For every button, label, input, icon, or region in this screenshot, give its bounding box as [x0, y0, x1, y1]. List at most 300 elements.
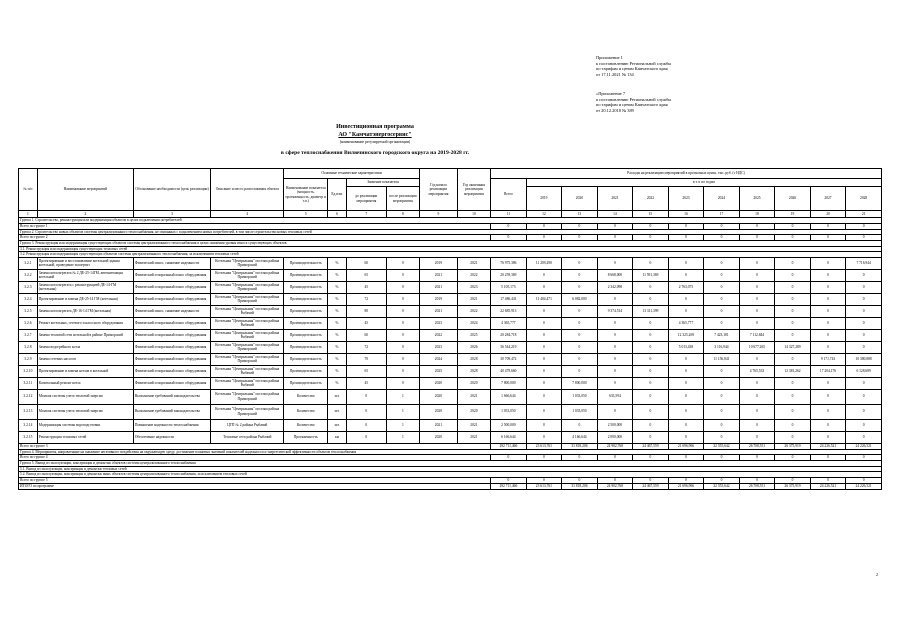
value-before: 45	[346, 281, 386, 293]
cost-year: 0	[810, 431, 846, 443]
total-value: 26 375,919	[775, 483, 811, 489]
total-value: 26 708,551	[739, 443, 775, 449]
cost-year: 0	[704, 257, 740, 269]
tech-indicator: Производительность	[284, 353, 328, 365]
col-number: 21	[846, 211, 882, 218]
row-number: 3.2.4	[19, 293, 38, 305]
year-header: 2025	[739, 187, 775, 211]
total-value: 22 555,642	[704, 483, 740, 489]
total-value: 0	[810, 477, 846, 483]
col-number: 11	[491, 211, 527, 218]
table-row	[19, 281, 882, 293]
value-after: 0	[386, 281, 419, 293]
cost-year: 0	[704, 293, 740, 305]
year-start: 2025	[420, 365, 458, 377]
page-number: 2	[876, 572, 878, 577]
table-row	[19, 269, 882, 281]
table-row	[19, 293, 882, 305]
object-location: Котельная "Центральная" поселка района Приморский	[211, 389, 284, 404]
object-location: Тепловые сети района Рыбачий	[211, 431, 284, 443]
row-number: 3.2.13	[19, 404, 38, 419]
unit: %	[328, 353, 347, 365]
cost-year: 0	[526, 317, 562, 329]
cost-year: 0	[562, 329, 598, 341]
cost-year: 7 800,000	[562, 377, 598, 389]
cost-year: 0	[597, 353, 633, 365]
cost-year: 0	[633, 404, 669, 419]
cost-year: 0	[846, 404, 882, 419]
year-end: 2022	[457, 269, 490, 281]
cost-year: 0	[775, 269, 811, 281]
cost-year: 0	[526, 419, 562, 431]
cost-year: 0	[810, 305, 846, 317]
total-value: 0	[810, 235, 846, 241]
measure-justification: Физический и моральный износ оборудования	[133, 269, 210, 281]
total-value: 0	[633, 223, 669, 229]
cost-year: 0	[704, 269, 740, 281]
cost-year: 0	[668, 269, 704, 281]
measure-name: Монтаж системы учета тепловой энергии	[37, 389, 133, 404]
cost-year: 0	[562, 419, 598, 431]
cost-year: 0	[846, 377, 882, 389]
col-number: 12	[526, 211, 562, 218]
total-value: 0	[562, 223, 598, 229]
col-number: 13	[562, 211, 598, 218]
row-number: 3.2.3	[19, 281, 38, 293]
tech-indicator: Производительность	[284, 269, 328, 281]
year-start: 2021	[420, 281, 458, 293]
group-5-2-row-label: 5.2. Вывод из эксплуатации, консервация и демонтаж иных объектов системы централизованного теплоснабжения, за исключением тепловых сетей	[19, 472, 882, 478]
value-before: 80	[346, 305, 386, 317]
col-year-start-header: Год начала реализации мероприятия	[420, 169, 458, 211]
cost-year: 0	[633, 389, 669, 404]
cost-year: 2 500,000	[597, 419, 633, 431]
measure-name: Проектирование и замена ДЕ-25-14 ГМ (котельная)	[37, 293, 133, 305]
total-value: 0	[633, 477, 669, 483]
total-value: 0	[597, 477, 633, 483]
cost-year: 3 116,944	[704, 341, 740, 353]
value-after: 0	[386, 329, 419, 341]
table-row	[19, 317, 882, 329]
cost-total: 20 284,718	[491, 329, 527, 341]
object-location: Котельная "Центральная" поселка района Рыбачий	[211, 329, 284, 341]
total-value: 23 613,761	[526, 443, 562, 449]
cost-year: 2 763,075	[668, 281, 704, 293]
unit: %	[328, 317, 347, 329]
cost-year: 4 365,777	[668, 317, 704, 329]
total-value: 24 902,768	[597, 483, 633, 489]
row-number: 3.2.14	[19, 419, 38, 431]
cost-year: 0	[704, 377, 740, 389]
object-location: Котельная "Центральная" поселка района Приморский	[211, 281, 284, 293]
cost-year: 0	[739, 317, 775, 329]
cost-year: 0	[633, 419, 669, 431]
cost-year: 0	[739, 431, 775, 443]
unit: шт.	[328, 389, 347, 404]
total-value: 0	[704, 235, 740, 241]
col-number: 17	[704, 211, 740, 218]
year-start: 2021	[420, 305, 458, 317]
unit: %	[328, 293, 347, 305]
total-value: 292 711,466	[491, 443, 527, 449]
measure-name: Замена сетевых насосов	[37, 353, 133, 365]
value-after: 0	[386, 353, 419, 365]
total-row	[19, 483, 882, 489]
cost-year: 0	[668, 305, 704, 317]
object-location: Котельная "Центральная" поселка района Рыбачий	[211, 305, 284, 317]
group-5-row-label: Группа 5. Вывод из эксплуатации, консервация и демонтаж объектов системы централизованного теплоснабжения	[19, 461, 882, 467]
cost-total: 1 666,644	[491, 389, 527, 404]
cost-year: 0	[526, 377, 562, 389]
total-value: 0	[775, 455, 811, 461]
measure-name: Замена водогрейного котла	[37, 341, 133, 353]
total-value: 0	[668, 223, 704, 229]
value-after: 0	[386, 317, 419, 329]
unit: шт.	[328, 419, 347, 431]
total-value: 0	[526, 455, 562, 461]
cost-year: 0	[526, 269, 562, 281]
appendix-1-note: Приложение 1 к постановлению Региональной службы по тарифам и ценам Камчатского края от 17.11.2021 № 134	[596, 55, 672, 77]
object-location: Котельная "Центральная" поселка района Приморский	[211, 293, 284, 305]
year-end: 2028	[457, 365, 490, 377]
cost-year: 7 423,181	[704, 329, 740, 341]
year-start: 2020	[420, 389, 458, 404]
year-header: 2022	[633, 187, 669, 211]
total-value: 31 818,206	[562, 483, 598, 489]
cost-year: 11 156,841	[704, 353, 740, 365]
total-value: 0	[739, 477, 775, 483]
table-row	[19, 377, 882, 389]
total-value: 0	[633, 235, 669, 241]
value-after: 0	[386, 293, 419, 305]
cost-year: 0	[775, 431, 811, 443]
cost-year: 0	[810, 329, 846, 341]
measure-name: Проектирование и замена котлов в котельной	[37, 365, 133, 377]
value-after: 0	[386, 341, 419, 353]
year-start: 2023	[420, 341, 458, 353]
year-end: 2026	[457, 341, 490, 353]
total-value: 0	[562, 477, 598, 483]
tech-indicator: Производительность	[284, 317, 328, 329]
group-3-2-row-label: 3.2. Реконструкция или модернизация существующих объектов системы централизованного теплоснабжения, за исключением тепловых сетей	[19, 252, 882, 258]
cost-year: 0	[633, 431, 669, 443]
cost-year: 0	[526, 305, 562, 317]
cost-year: 0	[633, 257, 669, 269]
cost-year: 0	[846, 293, 882, 305]
unit: %	[328, 377, 347, 389]
total-value: 24 467,559	[633, 483, 669, 489]
cost-year: 0	[597, 377, 633, 389]
total-value: 0	[633, 455, 669, 461]
cost-year: 0	[633, 293, 669, 305]
value-after: 0	[386, 377, 419, 389]
cost-year: 0	[810, 389, 846, 404]
cost-total: 1 033,050	[491, 404, 527, 419]
cost-year: 0	[810, 293, 846, 305]
cost-year: 11 591,369	[633, 269, 669, 281]
cost-year: 0	[562, 269, 598, 281]
cost-year: 0	[846, 341, 882, 353]
year-end: 2021	[457, 257, 490, 269]
value-before: 45	[346, 377, 386, 389]
col-number: 2	[37, 211, 133, 218]
cost-year: 0	[668, 293, 704, 305]
col-place-header: Описание и место расположения объекта	[211, 169, 284, 211]
year-end: 2022	[457, 305, 490, 317]
cost-year: 17 204,176	[810, 365, 846, 377]
cost-year: 2 000,000	[597, 431, 633, 443]
value-after: 1	[386, 431, 419, 443]
year-header: 2027	[810, 187, 846, 211]
tech-indicator: Производительность	[284, 365, 328, 377]
total-value: 23 613,761	[526, 483, 562, 489]
total-value: 0	[846, 235, 882, 241]
value-before: 60	[346, 257, 386, 269]
unit: %	[328, 329, 347, 341]
unit: шт.	[328, 404, 347, 419]
col-number: 9	[420, 211, 458, 218]
appendix-7-note: «Приложение 7 к постановлению Региональной службы по тарифам и ценам Камчатского края от 20.12.2018 № 389	[596, 91, 672, 113]
col-number: 4	[211, 211, 284, 218]
total-value: 0	[668, 477, 704, 483]
measure-name: Модернизация системы водоподготовки	[37, 419, 133, 431]
total-value: 0	[704, 455, 740, 461]
cost-year: 0	[597, 329, 633, 341]
document-title: Инвестиционная программа	[336, 124, 414, 130]
organization-note: (наименование регулируемой организации)	[339, 140, 411, 144]
cost-year: 1 033,050	[562, 389, 598, 404]
year-header: 2028	[846, 187, 882, 211]
value-before: 0	[346, 419, 386, 431]
object-location: ЦТП № 2 района Рыбачий	[211, 419, 284, 431]
col-cost-header: Расходы на реализацию мероприятий в прогнозных ценах, тыс. руб. (с НДС)	[491, 169, 882, 179]
cost-year: 0	[846, 419, 882, 431]
cost-year: 2 342,098	[597, 281, 633, 293]
year-start: 2019	[420, 293, 458, 305]
value-after: 0	[386, 257, 419, 269]
cost-year: 9 374,514	[597, 305, 633, 317]
cost-total: 30 709,472	[491, 353, 527, 365]
year-header: 2026	[775, 187, 811, 211]
total-value: 0	[846, 223, 882, 229]
year-start: 2022	[420, 329, 458, 341]
cost-year: 6 128,689	[846, 365, 882, 377]
table-row	[19, 389, 882, 404]
measure-name: Реконструкция тепловых сетей	[37, 431, 133, 443]
table-body	[19, 211, 882, 490]
value-after: 0	[386, 305, 419, 317]
unit: %	[328, 281, 347, 293]
total-label: Всего по группе 5	[19, 477, 491, 483]
group-4-row-label: Группа 4. Мероприятия, направленные на снижение негативного воздействия на окружающую среду, достижение плановых значений показателей надежности и энергетической эффективности объектов теплоснабжения	[19, 449, 882, 455]
total-value: 24 226,521	[846, 483, 882, 489]
table-row	[19, 329, 882, 341]
year-header: 2021	[597, 187, 633, 211]
tech-indicator: Протяженность	[284, 431, 328, 443]
total-value: 26 708,551	[739, 483, 775, 489]
cost-year: 0	[846, 281, 882, 293]
tech-indicator: Производительность	[284, 281, 328, 293]
year-end: 2028	[457, 353, 490, 365]
year-end: 2020	[457, 404, 490, 419]
object-location: Котельная "Центральная" поселка района Рыбачий	[211, 317, 284, 329]
row-number: 3.2.7	[19, 329, 38, 341]
year-start: 2023	[420, 317, 458, 329]
measure-justification: Физический и моральный износ оборудования	[133, 329, 210, 341]
cost-year: 0	[739, 377, 775, 389]
measure-justification: Выполнение требований законодательства	[133, 404, 210, 419]
cost-year: 0	[562, 353, 598, 365]
total-value: 0	[597, 235, 633, 241]
table-row	[19, 404, 882, 419]
table-row	[19, 431, 882, 443]
value-after: 1	[386, 419, 419, 431]
total-value: 0	[562, 235, 598, 241]
cost-year: 11 404,471	[526, 293, 562, 305]
year-start: 2019	[420, 257, 458, 269]
cost-year: 0	[597, 365, 633, 377]
total-value: 0	[526, 477, 562, 483]
row-number: 3.2.9	[19, 353, 38, 365]
unit: %	[328, 365, 347, 377]
year-end: 2025	[457, 329, 490, 341]
measure-name: Замена тепловой сети котельной в районе Приморский	[37, 329, 133, 341]
col-number: 6	[328, 211, 347, 218]
cost-year: 0	[633, 281, 669, 293]
unit: %	[328, 305, 347, 317]
total-value: 0	[739, 223, 775, 229]
cost-total: 17 486,441	[491, 293, 527, 305]
cost-year: 0	[775, 419, 811, 431]
col-number: 3	[133, 211, 210, 218]
row-number: 3.2.11	[19, 377, 38, 389]
year-start: 2020	[420, 377, 458, 389]
cost-year: 0	[810, 281, 846, 293]
cost-year: 0	[846, 389, 882, 404]
cost-total: 6 166,644	[491, 431, 527, 443]
group-3-1-row-label: 3.1. Реконструкция или модернизация существующих тепловых сетей	[19, 246, 882, 252]
tech-indicator: Производительность	[284, 329, 328, 341]
cost-total: 5 105,173	[491, 281, 527, 293]
table-row	[19, 353, 882, 365]
col-number: 14	[597, 211, 633, 218]
total-value: 24 226,521	[846, 443, 882, 449]
col-by-years-header: в т.ч. по годам	[526, 179, 881, 187]
total-value: 0	[668, 235, 704, 241]
cost-total: 22 685,913	[491, 305, 527, 317]
year-start: 2021	[420, 419, 458, 431]
total-value: 24 226,521	[810, 443, 846, 449]
measure-justification: Физический и моральный износ оборудования	[133, 317, 210, 329]
value-before: 72	[346, 341, 386, 353]
cost-year: 0	[739, 404, 775, 419]
cost-year: 0	[775, 329, 811, 341]
cost-year: 0	[704, 389, 740, 404]
measure-name: Замена котлоагрегата с реконструкцией ДЕ-14-ГМ (котельная)	[37, 281, 133, 293]
measure-justification: Повышение надежности теплоснабжения	[133, 419, 210, 431]
cost-year: 9 171,743	[810, 353, 846, 365]
row-number: 3.2.6	[19, 317, 38, 329]
cost-year: 0	[597, 317, 633, 329]
cost-year: 0	[668, 389, 704, 404]
total-label: Всего по группе 1	[19, 223, 491, 229]
year-end: 2021	[457, 293, 490, 305]
col-tech-name-header: Наименование показателя (мощность, протяженность, диаметр и т.п.)	[284, 179, 328, 211]
value-before: 65	[346, 365, 386, 377]
year-end: 2021	[457, 389, 490, 404]
object-location: Котельная "Центральная" поселка района Приморский	[211, 341, 284, 353]
year-end: 2020	[457, 377, 490, 389]
cost-year: 0	[810, 419, 846, 431]
cost-year: 0	[668, 365, 704, 377]
cost-year: 0	[775, 281, 811, 293]
cost-year: 0	[526, 404, 562, 419]
cost-year: 0	[633, 317, 669, 329]
col-name-header: Наименование мероприятий	[37, 169, 133, 211]
total-value: 0	[775, 235, 811, 241]
column-number-row	[19, 211, 882, 218]
cost-total: 76 975,386	[491, 257, 527, 269]
object-location: Котельная "Центральная" поселка района Приморский	[211, 257, 284, 269]
total-value: 0	[526, 235, 562, 241]
row-number: 3.2.2	[19, 269, 38, 281]
row-number: 3.2.5	[19, 305, 38, 317]
year-header: 2020	[562, 187, 598, 211]
cost-year: 0	[810, 269, 846, 281]
cost-year: 0	[668, 404, 704, 419]
tech-indicator: Количество	[284, 404, 328, 419]
cost-year: 11 209,290	[526, 257, 562, 269]
object-location: Котельная "Центральная" поселка района Рыбачий	[211, 365, 284, 377]
col-tech-header: Основные технические характеристики	[284, 169, 420, 179]
measure-justification: Физический и моральный износ оборудования	[133, 281, 210, 293]
cost-year: 0	[668, 257, 704, 269]
tech-indicator: Производительность	[284, 293, 328, 305]
year-header: 2019	[526, 187, 562, 211]
total-label: Всего по группе 2	[19, 235, 491, 241]
cost-year: 6 082,000	[562, 293, 598, 305]
total-label: Всего по группе 4	[19, 455, 491, 461]
total-value: 0	[739, 455, 775, 461]
cost-year: 0	[775, 404, 811, 419]
cost-year: 12 325,269	[668, 329, 704, 341]
cost-year: 5 013,438	[668, 341, 704, 353]
total-value: 0	[491, 477, 527, 483]
col-value-header: Значение показателя	[346, 179, 419, 187]
total-value: 0	[668, 455, 704, 461]
object-location: Котельная "Центральная" поселка района Приморский	[211, 353, 284, 365]
value-after: 0	[386, 269, 419, 281]
col-number: 20	[810, 211, 846, 218]
col-unit-header: Ед.изм.	[328, 179, 347, 211]
col-number: 7	[346, 211, 386, 218]
measure-justification: Физический и моральный износ оборудования	[133, 377, 210, 389]
col-after-header: после реализации мероприятия	[386, 187, 419, 211]
cost-year: 0	[668, 353, 704, 365]
cost-year: 0	[810, 377, 846, 389]
col-number: 8	[386, 211, 419, 218]
cost-total: 7 800,000	[491, 377, 527, 389]
value-before: 0	[346, 431, 386, 443]
total-value: 0	[846, 477, 882, 483]
value-before: 72	[346, 293, 386, 305]
organization-name: АО "Камчатэнергосервис"	[338, 132, 412, 138]
table-row	[19, 305, 882, 317]
value-before: 65	[346, 269, 386, 281]
year-end: 2024	[457, 317, 490, 329]
col-number: 5	[284, 211, 328, 218]
measure-justification: Физический износ, снижение надежности	[133, 257, 210, 269]
